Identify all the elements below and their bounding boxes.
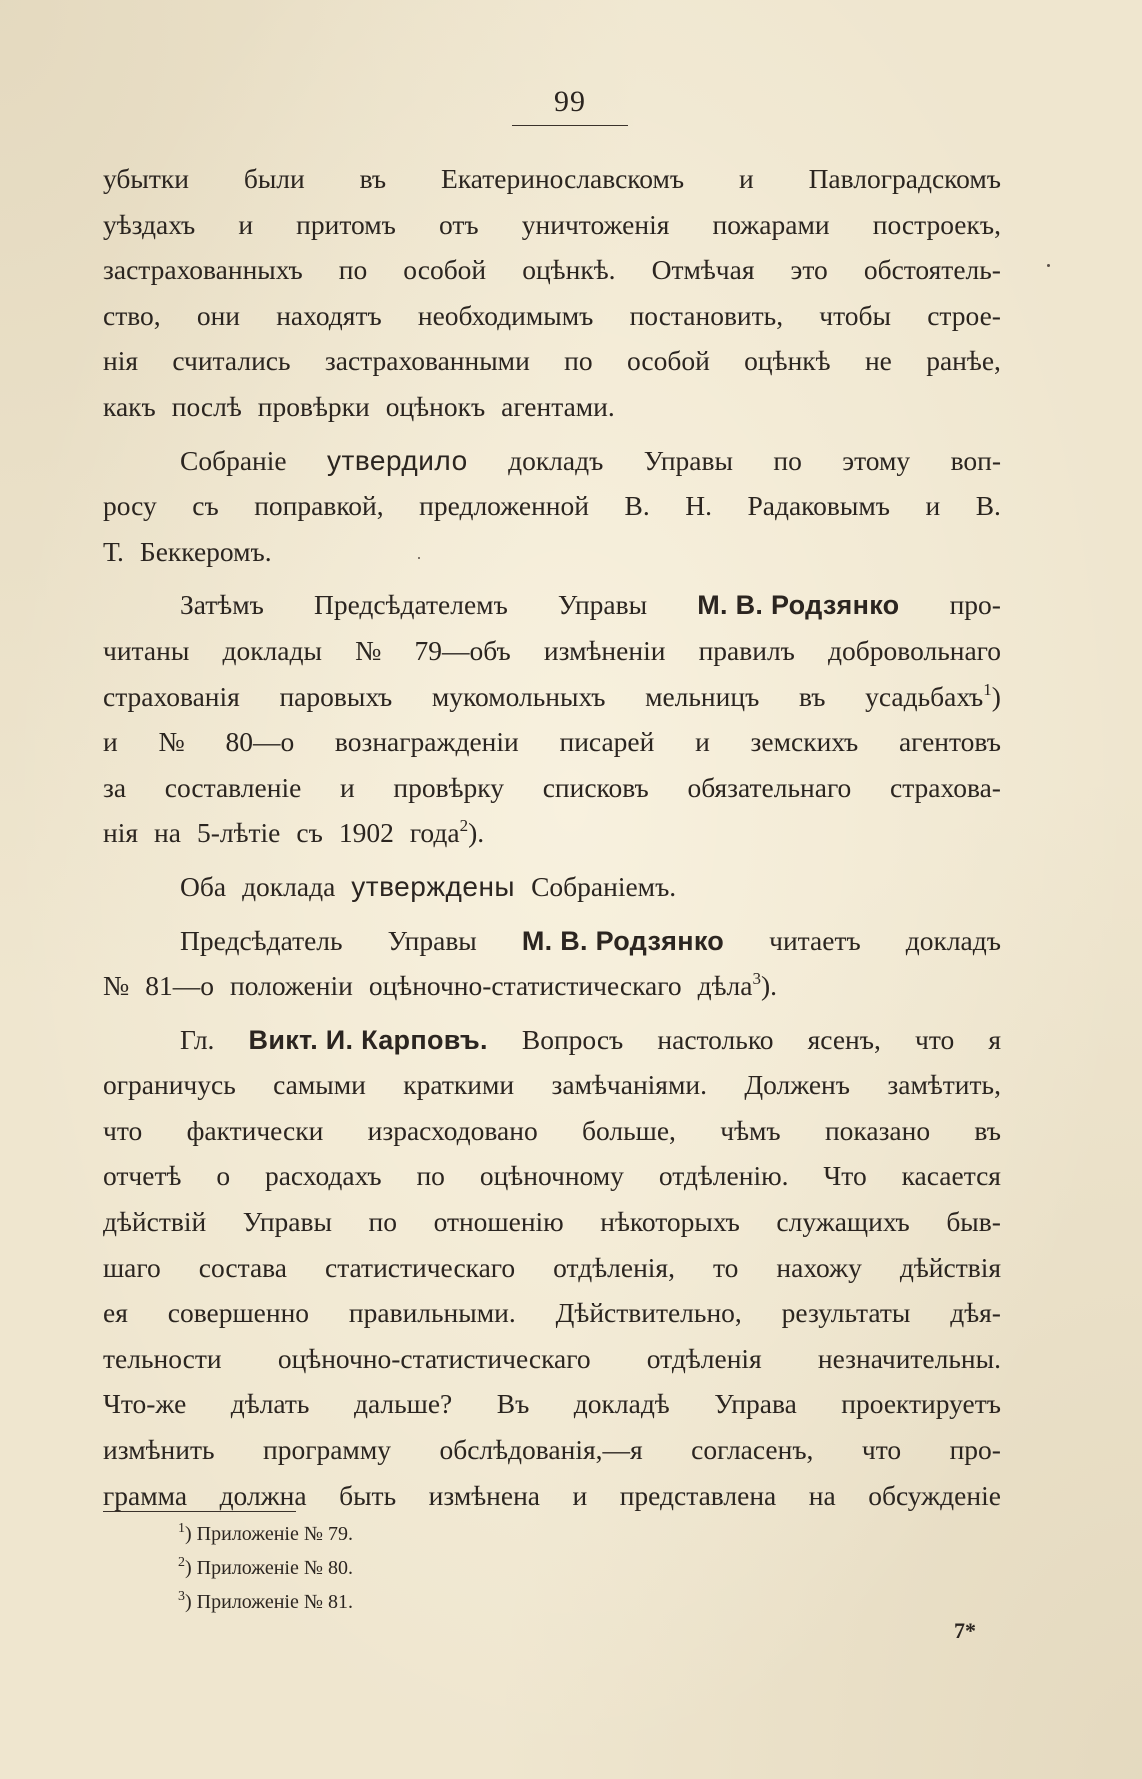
text-line bbox=[103, 810, 1001, 856]
word: оцѣнкѣ bbox=[744, 345, 831, 377]
word: этому bbox=[842, 444, 911, 476]
word: израсходовано bbox=[367, 1114, 538, 1146]
word: дѣйствій bbox=[103, 1206, 207, 1238]
word: отдѣленію. bbox=[658, 1160, 789, 1192]
footnote-mark: 3 bbox=[178, 1589, 185, 1604]
word: страхованія bbox=[103, 680, 240, 712]
text-line bbox=[103, 438, 1001, 484]
word: фактически bbox=[186, 1114, 324, 1146]
footnote-text: Приложеніе № 79. bbox=[196, 1523, 353, 1545]
word: результаты bbox=[781, 1297, 911, 1329]
text-line bbox=[103, 293, 1001, 339]
word: утвердило bbox=[327, 444, 468, 476]
text-line bbox=[103, 765, 1001, 811]
word: въ bbox=[974, 1114, 1001, 1146]
word: докладъ bbox=[508, 444, 604, 476]
word: дѣла$^3$). bbox=[697, 969, 777, 1002]
word: статистическаго bbox=[325, 1251, 516, 1283]
word: добровольнаго bbox=[828, 634, 1001, 666]
page-number: 99 bbox=[554, 85, 586, 118]
word: притомъ bbox=[296, 208, 396, 240]
text-line bbox=[103, 1427, 1001, 1473]
word: я bbox=[988, 1023, 1001, 1055]
word: и bbox=[695, 726, 710, 758]
word: по bbox=[368, 1206, 397, 1238]
word: уѣздахъ bbox=[103, 208, 196, 240]
word: не bbox=[864, 345, 892, 377]
word: пожарами bbox=[712, 208, 830, 240]
text-line bbox=[103, 384, 1001, 430]
word: года$^2$). bbox=[409, 816, 485, 849]
word: считались bbox=[172, 345, 291, 377]
word: Екатеринославскомъ bbox=[441, 163, 685, 194]
text-line bbox=[103, 1290, 1001, 1336]
word: воп- bbox=[950, 444, 1001, 476]
text-line bbox=[103, 156, 1001, 202]
word: незначительны. bbox=[817, 1342, 1001, 1374]
word: Оба bbox=[180, 870, 227, 902]
word: представлена bbox=[619, 1479, 777, 1511]
word: дальше? bbox=[353, 1388, 453, 1420]
word: страхова- bbox=[889, 771, 1001, 803]
word: краткими bbox=[403, 1069, 515, 1101]
word: были bbox=[243, 163, 305, 194]
word: 80—о bbox=[225, 726, 295, 758]
word: агентовъ bbox=[898, 726, 1001, 758]
word: въ bbox=[359, 163, 387, 194]
word: это bbox=[790, 254, 828, 286]
word: Т. bbox=[103, 535, 124, 567]
word: усадьбахъ$^1$) bbox=[865, 679, 1001, 712]
word: шаго bbox=[103, 1251, 161, 1283]
word: и bbox=[572, 1479, 588, 1511]
punctuation: ). bbox=[468, 817, 485, 849]
word: нахожу bbox=[776, 1251, 862, 1283]
footnote-text: Приложеніе № 81. bbox=[196, 1591, 353, 1613]
word: программу bbox=[262, 1434, 391, 1466]
word: росу bbox=[103, 490, 157, 522]
word: земскихъ bbox=[750, 726, 859, 758]
word: и bbox=[738, 163, 754, 194]
word: отношенію bbox=[433, 1206, 564, 1238]
text-line bbox=[103, 529, 1001, 575]
text-line bbox=[103, 1017, 1001, 1063]
word: Управы bbox=[557, 589, 648, 621]
word: замѣтить, bbox=[887, 1069, 1001, 1101]
word: по bbox=[338, 254, 368, 286]
word: Павлоградскомъ bbox=[808, 163, 1001, 194]
word: вознагражденіи bbox=[334, 726, 519, 758]
word: паровыхъ bbox=[279, 680, 393, 712]
word: самыми bbox=[273, 1069, 366, 1101]
word: Затѣмъ bbox=[180, 589, 264, 621]
word: какъ bbox=[103, 390, 156, 422]
body-text bbox=[103, 156, 1001, 1518]
word: агентами. bbox=[501, 390, 615, 422]
word: и bbox=[238, 208, 254, 240]
word: согласенъ, bbox=[691, 1434, 814, 1466]
word: Долженъ bbox=[744, 1069, 850, 1101]
word: отчетѣ bbox=[103, 1160, 182, 1192]
word: и bbox=[339, 771, 355, 803]
word: Въ bbox=[496, 1388, 530, 1420]
text-line bbox=[103, 674, 1001, 720]
word: обслѣдованія,—я bbox=[439, 1434, 643, 1466]
word: Дѣйствительно, bbox=[555, 1297, 742, 1329]
text-line bbox=[103, 864, 1001, 910]
word: показано bbox=[824, 1114, 931, 1146]
word: Собраніемъ. bbox=[531, 870, 677, 902]
word: убытки bbox=[103, 163, 189, 194]
word: послѣ bbox=[171, 390, 242, 422]
word: измѣнить bbox=[103, 1434, 215, 1466]
word: необходимымъ bbox=[417, 299, 594, 331]
word: провѣрку bbox=[393, 771, 504, 803]
word: поправкой, bbox=[254, 490, 384, 522]
paper-speck bbox=[1047, 264, 1050, 267]
word: мельницъ bbox=[645, 680, 760, 712]
text-line bbox=[103, 918, 1001, 964]
word: касается bbox=[901, 1160, 1001, 1192]
word: отъ bbox=[439, 208, 479, 240]
word: застрахованныхъ bbox=[103, 254, 303, 286]
word: особой bbox=[626, 345, 710, 377]
word: по bbox=[564, 345, 593, 377]
word: съ bbox=[296, 817, 323, 849]
text-line bbox=[103, 1245, 1001, 1291]
footnote-rule bbox=[103, 1511, 296, 1512]
text-line bbox=[103, 202, 1001, 248]
word: оцѣнокъ bbox=[385, 390, 486, 422]
word: за bbox=[103, 771, 127, 803]
word: дѣлать bbox=[230, 1388, 310, 1420]
footnote-text: Приложеніе № 80. bbox=[196, 1557, 353, 1579]
word: положеніи bbox=[230, 970, 353, 1002]
word: мукомольныхъ bbox=[431, 680, 606, 712]
word: составленіе bbox=[164, 771, 302, 803]
word: оцѣнкѣ. bbox=[522, 254, 616, 286]
word: дѣйствія bbox=[899, 1251, 1001, 1283]
word: съ bbox=[192, 490, 219, 522]
word: Управы bbox=[643, 444, 733, 476]
footnote-ref: 1 bbox=[983, 679, 992, 699]
word: Предсѣдателемъ bbox=[313, 589, 508, 621]
word: нія bbox=[103, 345, 139, 377]
word: провѣрки bbox=[257, 390, 370, 422]
speaker-name: Викт. И. Карповъ. bbox=[248, 1024, 488, 1055]
word: Гл. bbox=[180, 1023, 215, 1055]
word: чтобы bbox=[819, 299, 891, 331]
word: особой bbox=[403, 254, 487, 286]
footnote: $^3$) Приложеніе № 81. bbox=[178, 1589, 353, 1613]
word: что bbox=[914, 1023, 955, 1055]
word: Что bbox=[823, 1160, 867, 1192]
footnote-mark: 2 bbox=[178, 1555, 185, 1570]
word: доклады bbox=[222, 634, 322, 666]
word: Управа bbox=[714, 1388, 797, 1420]
word: читаетъ bbox=[769, 924, 861, 956]
word: отдѣленія, bbox=[553, 1251, 675, 1283]
word: писарей bbox=[559, 726, 655, 758]
header-rule bbox=[512, 125, 628, 126]
word: отдѣленія bbox=[646, 1342, 762, 1374]
text-line bbox=[103, 1108, 1001, 1154]
text-line bbox=[103, 1153, 1001, 1199]
text-line bbox=[103, 582, 1001, 628]
word: дѣя- bbox=[950, 1297, 1001, 1329]
word: замѣчаніями. bbox=[551, 1069, 707, 1101]
word: настолько bbox=[657, 1023, 774, 1055]
word: ясенъ, bbox=[807, 1023, 881, 1055]
text-line bbox=[103, 338, 1001, 384]
word: и bbox=[103, 726, 118, 758]
word: обсужденіе bbox=[868, 1479, 1001, 1511]
text-line bbox=[103, 483, 1001, 529]
word: Радаковымъ bbox=[747, 490, 890, 522]
word: правилъ bbox=[698, 634, 795, 666]
word: докладѣ bbox=[573, 1388, 670, 1420]
word: ея bbox=[103, 1297, 128, 1329]
footnote: $^2$) Приложеніе № 80. bbox=[178, 1555, 353, 1579]
word: оцѣночно-статистическаго bbox=[368, 970, 682, 1002]
word: Беккеромъ. bbox=[139, 535, 272, 567]
word: читаны bbox=[103, 634, 190, 666]
word: совершенно bbox=[167, 1297, 310, 1329]
word: чѣмъ bbox=[720, 1114, 781, 1146]
word: грамма bbox=[103, 1479, 188, 1511]
word: находятъ bbox=[276, 299, 382, 331]
word: ство, bbox=[103, 299, 161, 331]
word: В. bbox=[624, 490, 650, 522]
word: про- bbox=[949, 589, 1001, 621]
word: на bbox=[154, 817, 181, 849]
word: въ bbox=[798, 680, 826, 712]
word: № bbox=[158, 726, 185, 758]
word: нія bbox=[103, 817, 139, 849]
text-line bbox=[103, 719, 1001, 765]
word: расходахъ bbox=[264, 1160, 382, 1192]
word: ограничусь bbox=[103, 1069, 236, 1101]
word: тельности bbox=[103, 1342, 222, 1374]
word: уничтоженія bbox=[521, 208, 670, 240]
word: о bbox=[216, 1160, 231, 1192]
punctuation: ) bbox=[991, 680, 1001, 712]
word: что bbox=[103, 1114, 143, 1146]
word: то bbox=[712, 1251, 739, 1283]
word: больше, bbox=[582, 1114, 676, 1146]
word: на bbox=[808, 1479, 836, 1511]
word: измѣнена bbox=[428, 1479, 540, 1511]
word: докладъ bbox=[905, 924, 1001, 956]
word: оцѣночному bbox=[479, 1160, 624, 1192]
footnotes bbox=[178, 1517, 353, 1619]
text-line bbox=[103, 1336, 1001, 1382]
text-line bbox=[103, 628, 1001, 674]
word: 1902 bbox=[338, 817, 394, 849]
word: Предсѣдатель bbox=[180, 924, 343, 956]
word: застрахованными bbox=[324, 345, 530, 377]
word: по bbox=[773, 444, 802, 476]
text-line bbox=[103, 963, 1001, 1009]
paper-speck bbox=[418, 557, 420, 559]
word: они bbox=[196, 299, 241, 331]
footnote-ref: 3 bbox=[752, 969, 761, 989]
word: В. bbox=[975, 490, 1001, 522]
text-line bbox=[103, 1062, 1001, 1108]
word: № bbox=[355, 634, 382, 666]
word: строе- bbox=[927, 299, 1001, 331]
word: правильными. bbox=[348, 1297, 516, 1329]
word: 81—о bbox=[145, 970, 214, 1002]
speaker-name: М. В. Родзянко bbox=[521, 925, 725, 956]
punctuation: ). bbox=[760, 970, 777, 1002]
word: 79—объ bbox=[414, 634, 511, 666]
word: списковъ bbox=[542, 771, 649, 803]
word: Вопросъ bbox=[521, 1023, 624, 1055]
text-line bbox=[103, 1381, 1001, 1427]
word: построекъ, bbox=[872, 208, 1001, 240]
text-line bbox=[103, 247, 1001, 293]
word: что bbox=[861, 1434, 902, 1466]
word: Управы bbox=[242, 1206, 332, 1238]
word: измѣненіи bbox=[543, 634, 666, 666]
word: быв- bbox=[946, 1206, 1001, 1238]
word: Что-же bbox=[103, 1388, 187, 1420]
word: предложенной bbox=[419, 490, 589, 522]
word: должна bbox=[219, 1479, 307, 1511]
word: служащихъ bbox=[776, 1206, 910, 1238]
word: Управы bbox=[387, 924, 477, 956]
word: быть bbox=[339, 1479, 397, 1511]
word: Отмѣчая bbox=[651, 254, 755, 286]
word: 5-лѣтіе bbox=[196, 817, 281, 849]
word: нѣкоторыхъ bbox=[600, 1206, 740, 1238]
footnote-ref: 2 bbox=[459, 816, 469, 836]
footnote-mark: 1 bbox=[178, 1521, 185, 1536]
word: Н. bbox=[685, 490, 712, 522]
word: постановить, bbox=[629, 299, 784, 331]
text-line bbox=[103, 1199, 1001, 1245]
word: про- bbox=[949, 1434, 1001, 1466]
word: состава bbox=[198, 1251, 287, 1283]
word: обязательнаго bbox=[687, 771, 852, 803]
word: ранѣе, bbox=[926, 345, 1001, 377]
word: и bbox=[925, 490, 941, 522]
word: по bbox=[416, 1160, 445, 1192]
word: обстоятель- bbox=[863, 254, 1001, 286]
word: Собраніе bbox=[180, 444, 287, 476]
word: № bbox=[103, 970, 130, 1002]
speaker-name: М. В. Родзянко bbox=[697, 590, 900, 621]
word: утверждены bbox=[351, 870, 516, 902]
word: оцѣночно-статистическаго bbox=[277, 1342, 591, 1374]
word: проектируетъ bbox=[841, 1388, 1001, 1420]
word: доклада bbox=[242, 870, 336, 902]
printer-signature-mark: 7* bbox=[954, 1618, 976, 1643]
footnote: $^1$) Приложеніе № 79. bbox=[178, 1521, 353, 1545]
